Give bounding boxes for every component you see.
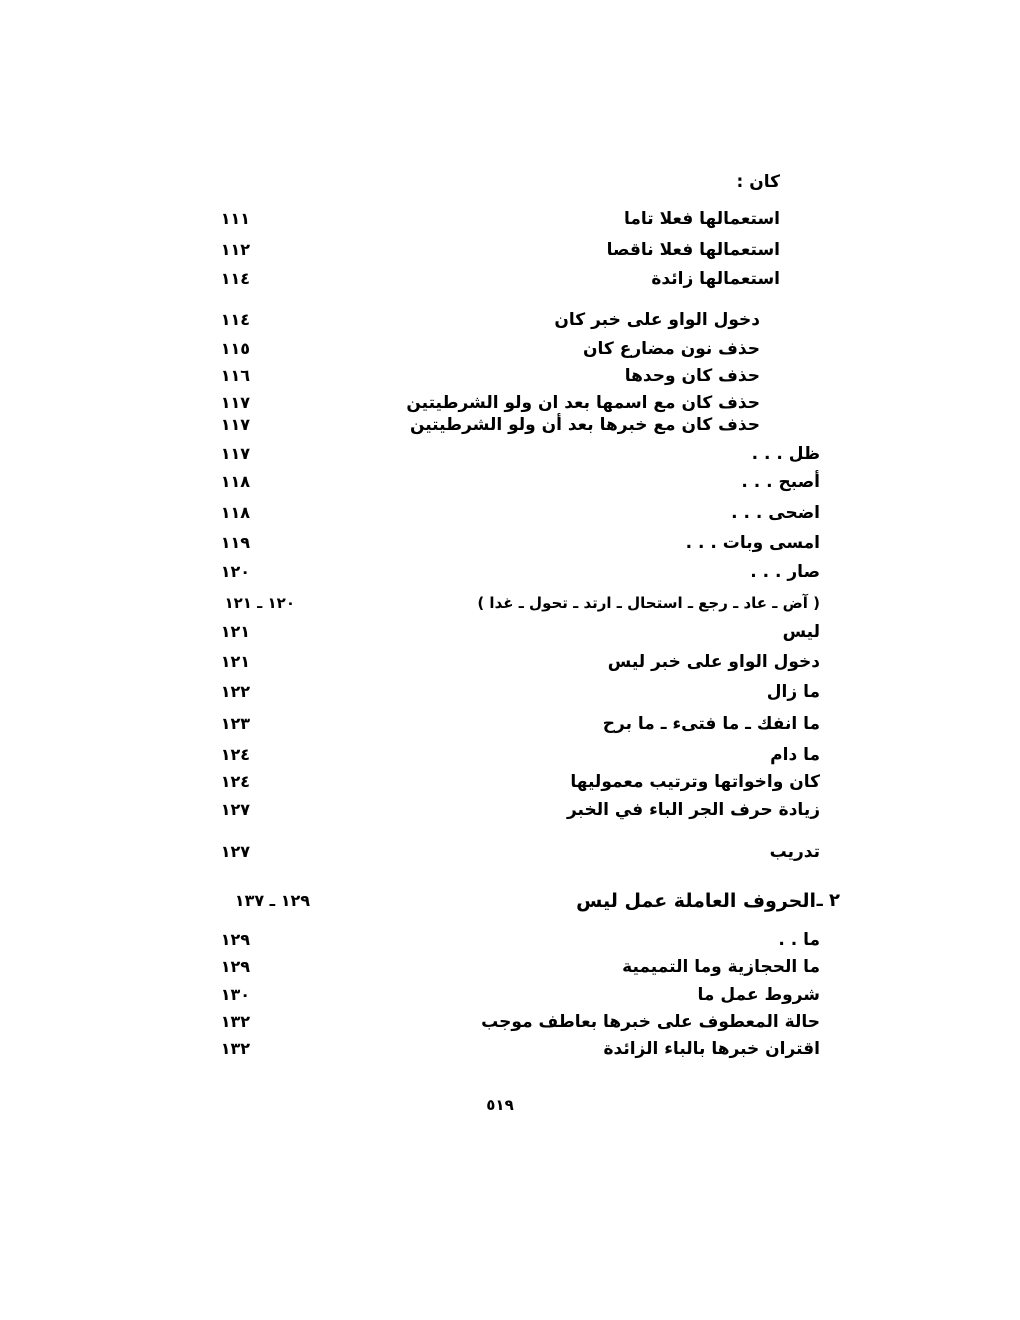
page-number: ٥١٩ <box>486 1096 514 1114</box>
toc-entry <box>180 265 820 293</box>
toc-entry-page: ١١٨ <box>220 503 250 522</box>
toc-entry-page: ١٢١ <box>220 652 250 671</box>
toc-entry-title: امسى وبات . . . <box>685 533 820 553</box>
toc-entry-title: أصبح . . . <box>741 472 820 492</box>
toc-entry-title: تدريب <box>769 842 820 862</box>
toc-entry <box>180 618 820 646</box>
chapter-number: ٢ ـ <box>816 890 840 911</box>
toc-entry <box>180 1035 820 1063</box>
toc-entry-title: ما الحجازية وما التميمية <box>622 957 820 977</box>
toc-entry-title: اضحى . . . <box>731 503 820 523</box>
toc-entry-page: ١٢٤ <box>220 772 250 791</box>
toc-entry <box>180 411 820 439</box>
toc-entry-title: حذف كان مع اسمها بعد ان ولو الشرطيتين <box>406 393 760 413</box>
toc-entry <box>180 589 820 617</box>
toc-entry-title: استعمالها فعلا تاما <box>624 209 780 229</box>
toc-entry-title: حالة المعطوف على خبرها بعاطف موجب <box>481 1012 820 1032</box>
toc-entry <box>180 741 820 769</box>
toc-entry-title: حذف كان مع خبرها بعد أن ولو الشرطيتين <box>409 415 760 435</box>
toc-entry <box>180 558 820 586</box>
toc-entry <box>180 678 820 706</box>
toc-entry-page: ١٣٠ <box>220 985 250 1004</box>
toc-entry <box>180 205 820 233</box>
toc-entry-page: ١١٦ <box>220 366 250 385</box>
toc-entry-page: ١١٧ <box>220 444 250 463</box>
toc-entry <box>180 710 820 738</box>
toc-entry-title: ليس <box>782 622 820 642</box>
toc-entry-title: ما . . <box>778 930 820 950</box>
toc-entry <box>180 306 820 334</box>
toc-entry <box>180 468 820 496</box>
toc-entry-page: ١١٨ <box>220 472 250 491</box>
toc-entry <box>180 981 820 1009</box>
toc-entry <box>180 926 820 954</box>
toc-entry-page: ١٢٩ <box>220 957 250 976</box>
toc-entry-title: دخول الواو على خبر كان <box>554 310 760 330</box>
chapter-title: الحروف العاملة عمل ليس <box>576 890 816 912</box>
toc-entry <box>180 648 820 676</box>
toc-entry-title: شروط عمل ما <box>697 985 820 1005</box>
toc-entry <box>180 236 820 264</box>
toc-entry-title: حذف نون مضارع كان <box>583 339 760 359</box>
toc-entry-page: ١٣٢ <box>220 1039 250 1058</box>
toc-entry-page: ١١١ <box>220 209 250 228</box>
toc-entry <box>180 362 820 390</box>
toc-entry-page: ١٣٢ <box>220 1012 250 1031</box>
toc-entry <box>180 335 820 363</box>
toc-entry-page: ١٢٠ <box>220 562 250 581</box>
toc-entry-title: ظل . . . <box>751 444 820 464</box>
toc-entry <box>180 499 820 527</box>
toc-entry-title: ما دام <box>770 745 820 765</box>
toc-entry <box>180 768 820 796</box>
toc-entry-page: ١١٤ <box>220 269 250 288</box>
toc-entry-title: حذف كان وحدها <box>624 366 760 386</box>
toc-entry-title: ما زال <box>766 682 820 702</box>
toc-entry <box>180 529 820 557</box>
toc-entry-page: ١٢٠ ـ ١٢١ <box>224 594 295 612</box>
chapter-heading <box>180 887 840 915</box>
toc-entry <box>180 1008 820 1036</box>
toc-entry-page: ١١٩ <box>220 533 250 552</box>
toc-entry-page: ١٢١ <box>220 622 250 641</box>
toc-entry <box>180 838 820 866</box>
toc-entry-page: ١١٤ <box>220 310 250 329</box>
toc-entry-title: ما انفك ـ ما فتىء ـ ما برح <box>602 714 820 734</box>
toc-entry-title: زيادة حرف الجر الباء في الخبر <box>566 800 820 820</box>
toc-entry <box>180 953 820 981</box>
toc-entry <box>180 796 820 824</box>
toc-entry-page: ١٢٤ <box>220 745 250 764</box>
section-header <box>180 168 820 196</box>
toc-entry <box>180 440 820 468</box>
toc-entry-title: صار . . . <box>750 562 820 582</box>
chapter-pages: ١٢٩ ـ ١٣٧ <box>234 891 310 910</box>
section-header-title: كان : <box>736 172 780 192</box>
toc-entry-page: ١٢٧ <box>220 800 250 819</box>
toc-entry-page: ١١٥ <box>220 339 250 358</box>
toc-entry-page: ١١٧ <box>220 415 250 434</box>
toc-entry-title: استعمالها زائدة <box>651 269 780 289</box>
toc-entry-page: ١٢٣ <box>220 714 250 733</box>
toc-entry-page: ١١٧ <box>220 393 250 412</box>
toc-entry-title: كان واخواتها وترتيب معموليها <box>570 772 820 792</box>
toc-entry-title: اقتران خبرها بالباء الزائدة <box>603 1039 820 1059</box>
toc-entry-page: ١١٢ <box>220 240 250 259</box>
toc-entry-title: دخول الواو على خبر ليس <box>607 652 820 672</box>
toc-entry-page: ١٢٧ <box>220 842 250 861</box>
toc-entry-title: ( آض ـ عاد ـ رجع ـ استحال ـ ارتد ـ تحول ـ غدا ) <box>477 594 820 612</box>
toc-entry-page: ١٢٢ <box>220 682 250 701</box>
toc-entry-page: ١٢٩ <box>220 930 250 949</box>
toc-entry-title: استعمالها فعلا ناقصا <box>606 240 780 260</box>
